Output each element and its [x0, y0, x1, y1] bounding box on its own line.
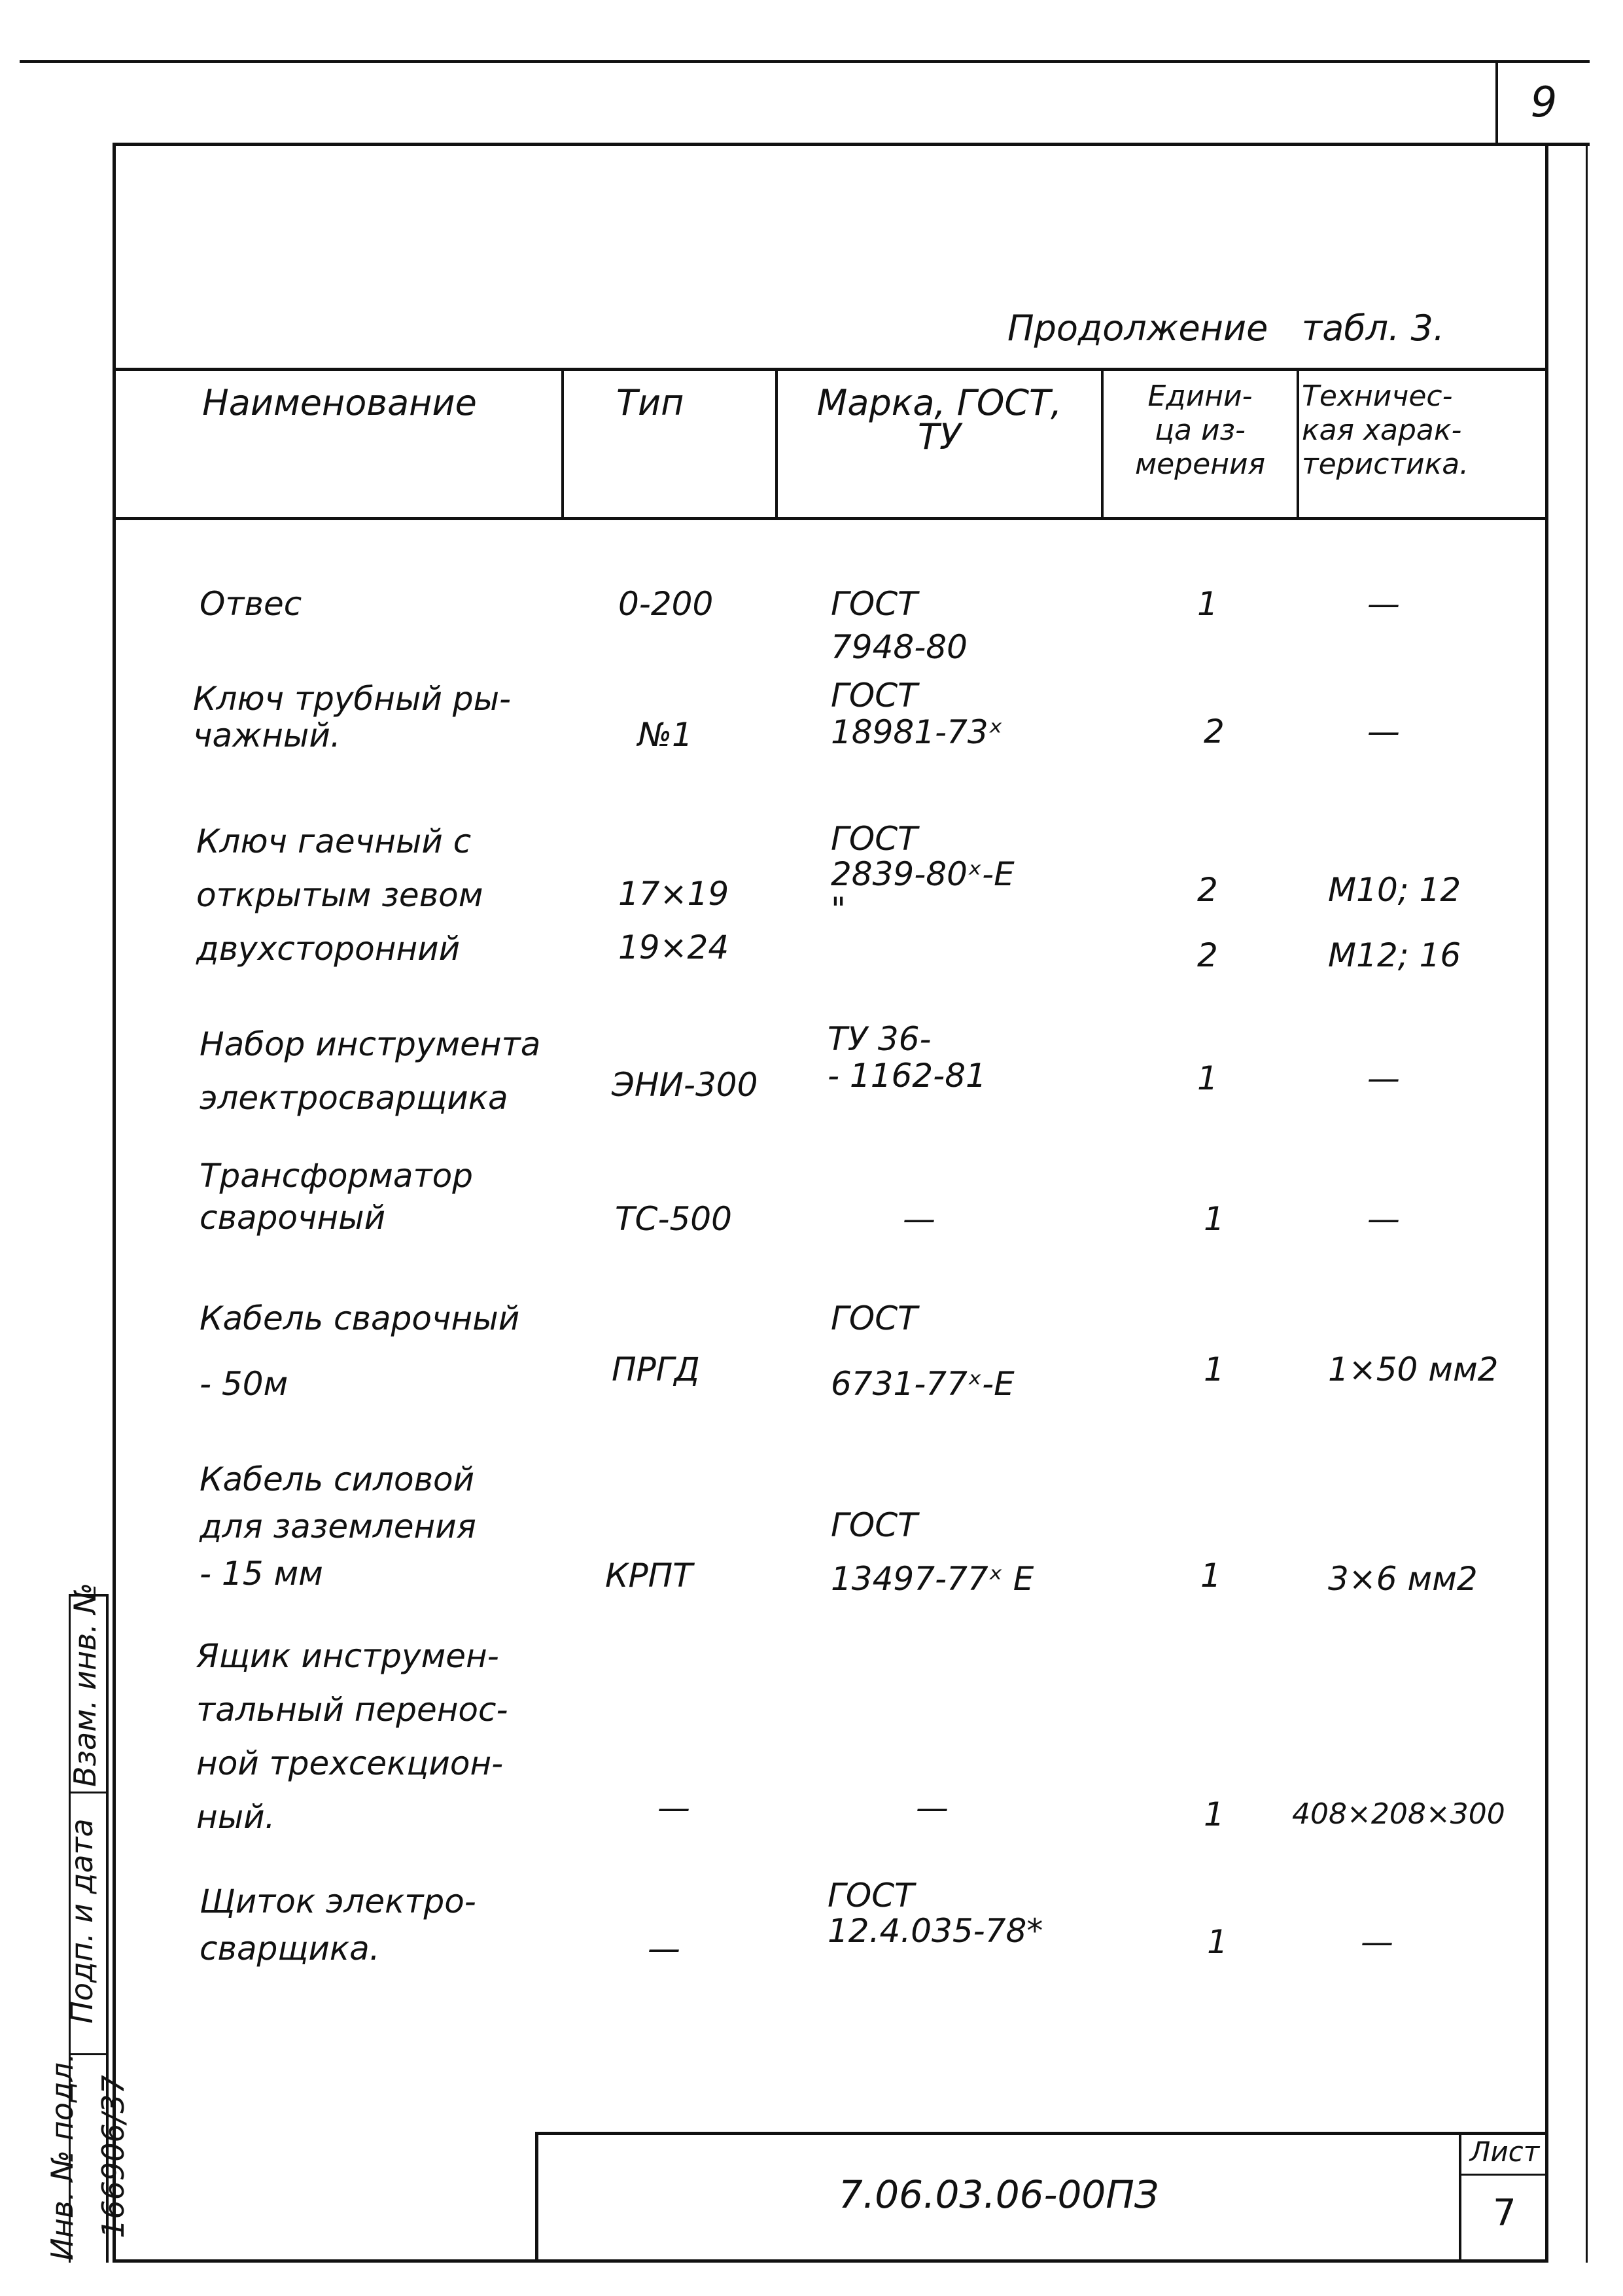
row-9-unit: 1: [1207, 1923, 1228, 1961]
side-stamp-vzam-label: Взам. инв. №: [67, 1582, 103, 1787]
stamp-sheet-label: Лист: [1469, 2136, 1540, 2168]
header-mark: Марка, ГОСТ, ТУ: [816, 382, 1062, 457]
header-tech: Техничес- кая харак- теристика.: [1302, 380, 1469, 481]
row-3-type: 17×19 19×24: [618, 875, 729, 966]
row-3-tech: М10; 12 М12; 16: [1328, 871, 1461, 974]
stamp-sheet-hline: [1459, 2174, 1548, 2176]
row-8-type: —: [657, 1789, 690, 1827]
side-stamp-inv-value: 166906/37: [96, 2075, 131, 2238]
row-7-tech: 3×6 мм2: [1328, 1560, 1478, 1598]
header-name: Наименование: [202, 382, 477, 423]
stamp-doc-code: 7.06.03.06-00ПЗ: [838, 2172, 1159, 2217]
row-9-type: —: [648, 1930, 680, 1968]
row-7-name: Кабель силовой для заземления - 15 мм: [200, 1460, 476, 1593]
row-8-mark: —: [916, 1789, 949, 1827]
side-stamp-sign-label: Подп. и дата: [64, 1818, 99, 2024]
row-4-unit: 1: [1197, 1059, 1218, 1097]
row-3-name: Ключ гаечный с открытым зевом двухсторонний: [196, 822, 483, 968]
row-2-name: Ключ трубный ры- чажный.: [193, 680, 512, 754]
row-4-tech: —: [1367, 1059, 1400, 1097]
row-8-tech: 408×208×300: [1292, 1797, 1505, 1831]
page-number: 9: [1530, 79, 1558, 127]
frame-right: [1545, 143, 1548, 2263]
row-2-type: №1: [638, 716, 693, 754]
header-unit: Едини- ца из- мерения: [1134, 380, 1266, 481]
row-5-tech: —: [1367, 1200, 1400, 1238]
col-divider-4: [1297, 368, 1299, 520]
row-8-unit: 1: [1204, 1795, 1225, 1833]
row-4-type: ЭНИ-300: [612, 1066, 758, 1104]
row-1-unit: 1: [1197, 585, 1218, 623]
row-1-mark: ГОСТ 7948-80: [831, 585, 968, 666]
page-number-box-left: [1495, 60, 1498, 144]
side-stamp-inv-label: Инв. № подл.: [44, 2053, 80, 2261]
row-1-name: Отвес: [200, 585, 302, 623]
row-1-tech: —: [1367, 585, 1400, 623]
row-7-mark: ГОСТ 13497-77ˣ Е: [831, 1506, 1034, 1598]
row-6-name: Кабель сварочный - 50м: [200, 1299, 520, 1403]
row-5-unit: 1: [1204, 1200, 1225, 1238]
frame-right-outer: [1586, 143, 1588, 2263]
row-5-mark: —: [903, 1200, 935, 1238]
continuation-caption: Продолжение табл. 3.: [1007, 308, 1445, 349]
top-rule: [20, 60, 1590, 63]
row-2-tech: —: [1367, 713, 1400, 751]
header-bottom-line: [113, 517, 1548, 520]
stamp-top: [535, 2132, 1548, 2135]
row-9-mark: ГОСТ 12.4.035-78*: [828, 1877, 1043, 1950]
row-6-mark: ГОСТ 6731-77ˣ-Е: [831, 1299, 1015, 1403]
row-9-name: Щиток электро- сварщика.: [200, 1882, 476, 1968]
row-5-name: Трансформатор сварочный: [200, 1157, 473, 1237]
row-6-tech: 1×50 мм2: [1328, 1351, 1499, 1388]
row-3-unit: 2 2: [1197, 871, 1218, 974]
stamp-sheet-divider: [1459, 2132, 1461, 2263]
frame-top: [113, 143, 1590, 146]
row-3-mark: ГОСТ 2839-80ˣ-Е ": [831, 820, 1015, 928]
row-4-mark: ТУ 36- - 1162-81: [828, 1020, 986, 1095]
row-4-name: Набор инструмента электросварщика: [200, 1025, 541, 1117]
row-1-type: 0-200: [618, 585, 714, 623]
row-2-mark: ГОСТ 18981-73ˣ: [831, 677, 1003, 751]
frame-bottom: [113, 2259, 1548, 2263]
row-7-unit: 1: [1200, 1557, 1221, 1595]
stamp-sheet-number: 7: [1493, 2192, 1516, 2234]
row-5-type: ТС-500: [615, 1200, 732, 1238]
header-top-line: [113, 368, 1548, 371]
row-7-type: КРПТ: [605, 1557, 693, 1595]
row-6-type: ПРГД: [612, 1351, 700, 1388]
header-type: Тип: [616, 382, 684, 423]
row-8-name: Ящик инструмен- тальный перенос- ной трехсекцион- ный.: [196, 1637, 508, 1836]
row-2-unit: 2: [1204, 713, 1225, 751]
frame-left: [113, 143, 116, 2263]
row-9-tech: —: [1361, 1923, 1393, 1961]
row-6-unit: 1: [1204, 1351, 1225, 1388]
